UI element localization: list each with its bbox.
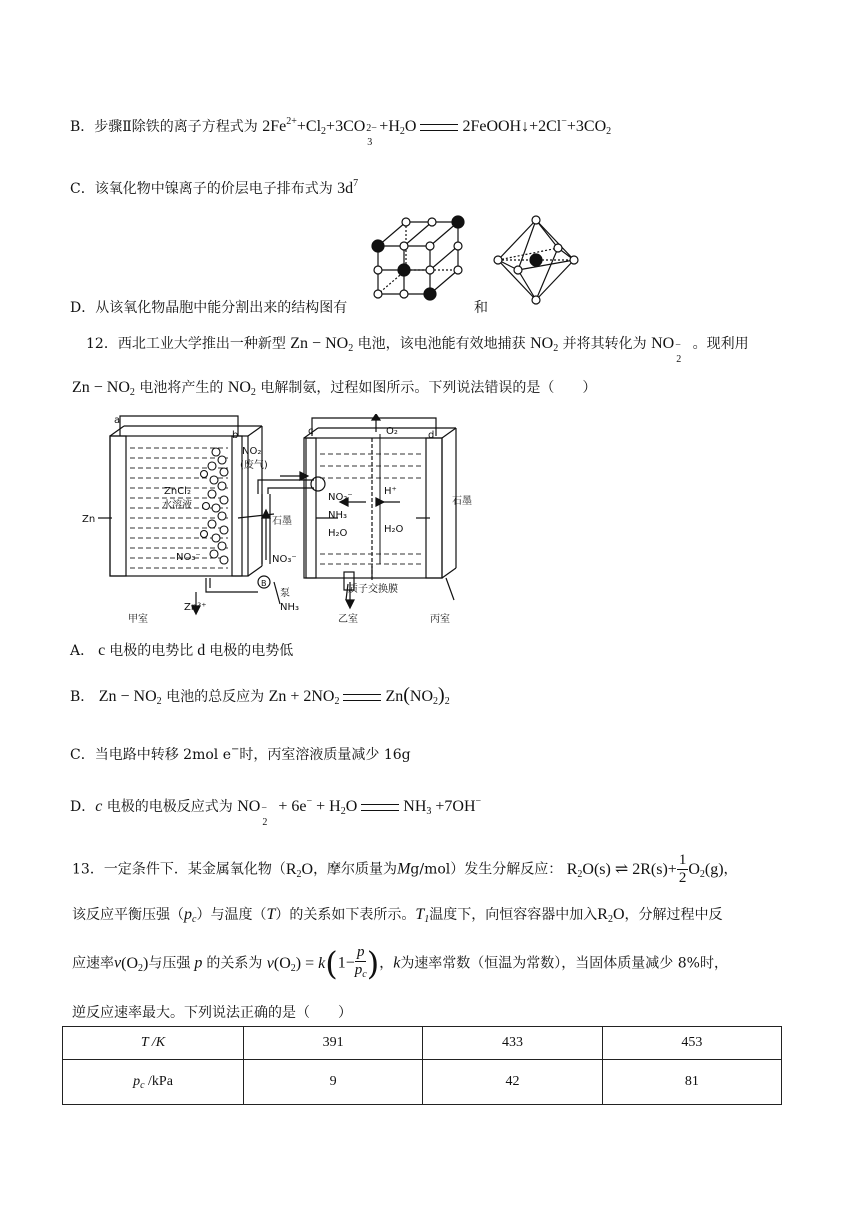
svg-text:H₂O: H₂O	[328, 528, 348, 539]
svg-text:H⁺: H⁺	[384, 486, 397, 497]
svg-text:质子交换膜: 质子交换膜	[348, 584, 398, 595]
q13-stem-line1: 13．一定条件下．某金属氧化物（$R_2O$，摩尔质量为Mg/mol）发生分解反应： $R_2O(s)$ ⇌ 2R(s)+ $\frac{1}{2}$ $O_2(g)$，	[72, 852, 738, 886]
option-d-q12: D．c 电极的电极反应式为 NO − 2 + $6e^- + H_2O$ $NH_3 +7OH^-$	[70, 796, 482, 828]
table-cell: 453	[602, 1027, 781, 1060]
svg-text:甲室: 甲室	[128, 614, 148, 625]
and-text: 和	[474, 300, 488, 316]
svg-text:B: B	[261, 579, 267, 588]
table-row	[63, 1027, 782, 1060]
option-c-q11: C．该氧化物中镍离子的价层电子排布式为 $3d^7$	[70, 178, 359, 197]
table-cell: 391	[244, 1027, 423, 1060]
svg-text:石墨: 石墨	[272, 516, 292, 527]
svg-text:NH₃: NH₃	[328, 510, 348, 521]
table-row	[63, 1060, 782, 1105]
svg-text:(废气): (废气)	[240, 460, 268, 471]
svg-text:NO₂: NO₂	[242, 446, 262, 457]
q13-stem-line2: 该反应平衡压强$(p_c)$与温度（T）的关系如下表所示。$T_1$温度下，向恒容容器中加入$R_2O$，分解过程中反	[72, 906, 723, 925]
q12-stem-line1: 12．西北工业大学推出一种新型 $Zn - NO_2$ 电池，该电池能有效地捕获 $NO_2$ 并将其转化为 NO − 2 。现利用	[86, 335, 749, 365]
option-a-q12: A． c 电极的电势比 d 电极的电势低	[70, 642, 294, 659]
svg-text:石墨: 石墨	[452, 496, 472, 507]
svg-text:水溶液: 水溶液	[162, 500, 192, 511]
svg-text:O₂: O₂	[386, 426, 398, 437]
q13-stem-line3: 应速率$v(O_2)$与压强 p 的关系为 $v(O_2) = k(1-$ $\frac{p}{p_c}$ )，k为速率常数（恒温为常数），当固体质量减少 8%时，	[72, 944, 728, 983]
svg-text:Zn²⁺: Zn²⁺	[184, 602, 207, 613]
electrolysis-diagram	[80, 414, 500, 626]
option-b-q12: B． $Zn - NO_2$ 电池的总反应为 $Zn + 2NO_2$ $Zn(NO_2)_2$	[70, 684, 450, 707]
svg-text:NO₃⁻: NO₃⁻	[176, 552, 201, 563]
table-cell: 9	[244, 1060, 423, 1105]
svg-text:丙室: 丙室	[430, 614, 450, 625]
octahedron-structure-figure	[488, 214, 584, 306]
temperature-pressure-table	[62, 1026, 782, 1105]
svg-text:NO₂⁻: NO₂⁻	[328, 492, 353, 503]
table-cell: 433	[423, 1027, 602, 1060]
table-cell: 42	[423, 1060, 602, 1105]
svg-text:泵: 泵	[280, 588, 290, 599]
cube-structure-figure	[366, 212, 476, 304]
q13-stem-line4: 逆反应速率最大。下列说法正确的是（ ）	[72, 1005, 352, 1021]
table-header-temperature: T /K	[63, 1027, 244, 1060]
option-b-q11: B．步骤Ⅱ除铁的离子方程式为 $2Fe^{2+}+Cl_2+3CO$ 2− 3 $+H_2O$ $2FeOOH↓+2Cl^-+3CO_2$	[70, 116, 612, 148]
table-header-pressure: $p_c$ /kPa	[63, 1060, 244, 1105]
option-c-q12: C．当电路中转移 2mol e−时，丙室溶液质量减少 16g	[70, 744, 411, 763]
svg-text:d: d	[428, 430, 435, 441]
svg-text:NO₃⁻: NO₃⁻	[272, 554, 297, 565]
svg-text:NH₃: NH₃	[280, 602, 300, 613]
option-d-q11: D．从该氧化物晶胞中能分割出来的结构图有	[70, 300, 348, 316]
table-cell: 81	[602, 1060, 781, 1105]
svg-text:b: b	[232, 430, 239, 441]
svg-text:ZnCl₂: ZnCl₂	[164, 486, 191, 497]
q12-stem-line2: $Zn - NO_2$ 电池将产生的 $NO_2$ 电解制氨，过程如图所示。下列说法错误的是（ ）	[72, 379, 597, 398]
svg-text:乙室: 乙室	[338, 614, 358, 625]
svg-text:Zn: Zn	[82, 514, 96, 525]
svg-text:a: a	[114, 415, 121, 426]
svg-text:c: c	[308, 426, 314, 437]
svg-text:H₂O: H₂O	[384, 524, 404, 535]
